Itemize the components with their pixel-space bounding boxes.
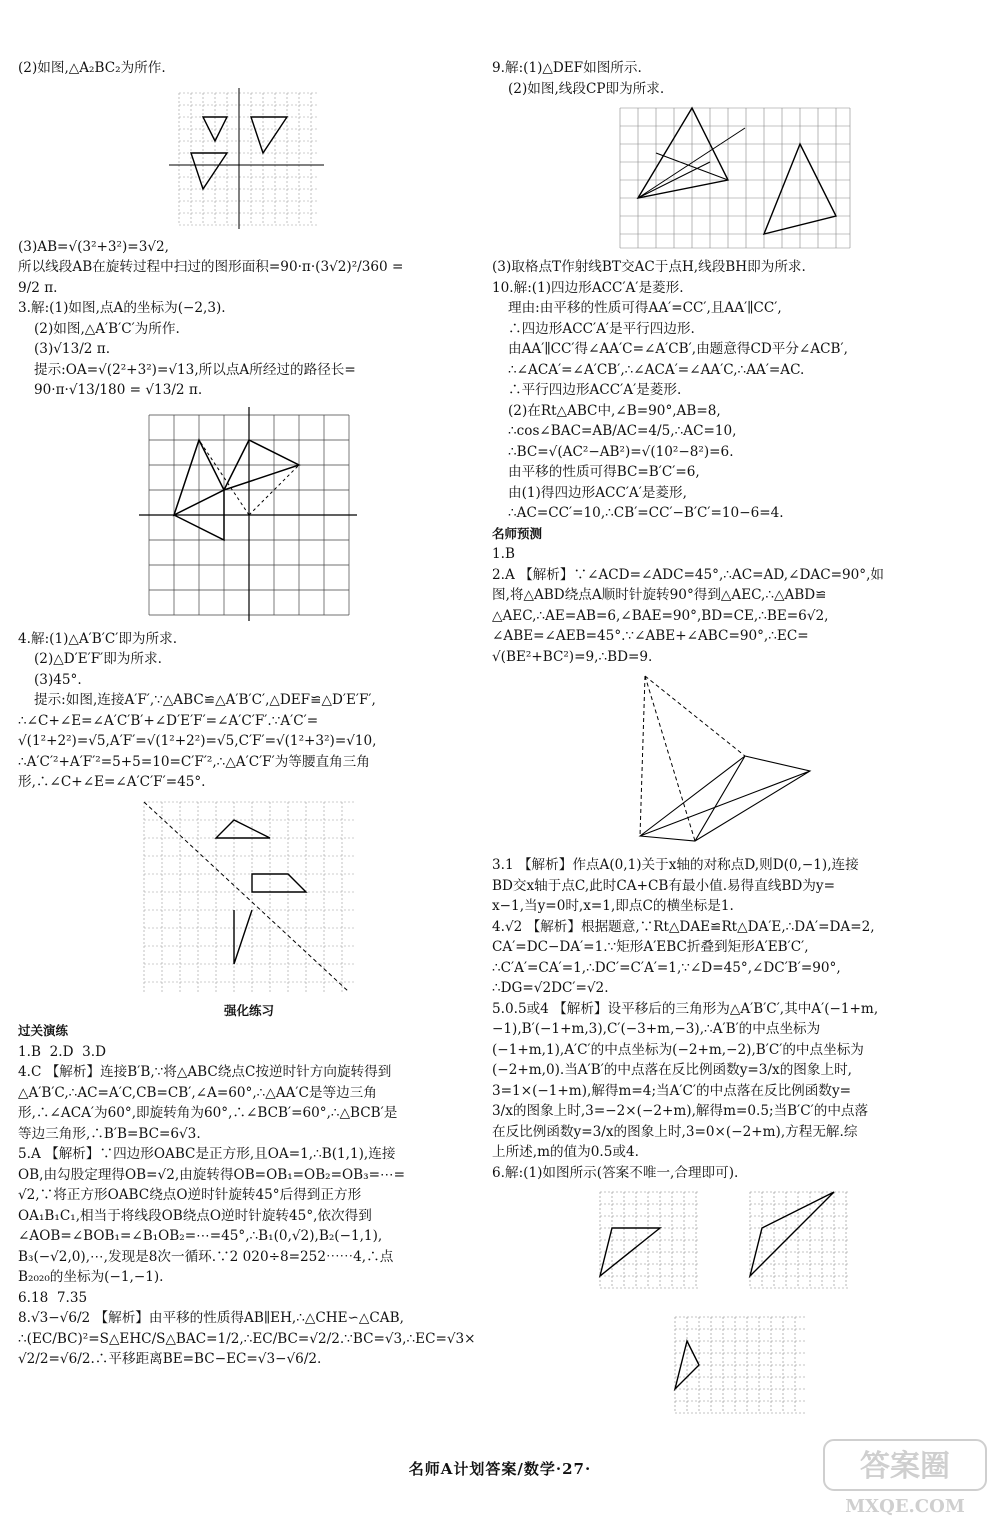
text-line: ∴C′A′=CA′=1,∴DC′=C′A′=1,∵∠D=45°,∠DC′B′=90°, <box>492 959 841 976</box>
text-line: −1),B′(−1+m,3),C′(−3+m,−3),∴A′B′的中点坐标为 <box>492 1021 821 1037</box>
answer-line: B₂₀₂₀的坐标为(−1,−1). <box>18 1269 164 1285</box>
text-line: (−1+m,1),A′C′的中点坐标为(−2+m,−2),B′C′的中点坐标为 <box>492 1041 864 1058</box>
text-line: 所以线段AB在旋转过程中扫过的图形面积=90·π·(3√2)²/360 = <box>18 259 404 275</box>
text-line: x−1,当y=0时,x=1,即点C的横坐标是1. <box>492 898 734 914</box>
text-line: ∴A′C′²+A′F′²=5+5=10=C′F′²,∴△A′C′F′为等腰直角三角 <box>18 753 370 770</box>
text-line: (2)如图,△A₂BC₂为所作. <box>18 60 166 76</box>
text-line: 3.解:(1)如图,点A的坐标为(−2,3). <box>18 300 226 316</box>
grid-figure-rotation <box>169 83 329 233</box>
text-line: 上所述,m的值为0.5或4. <box>492 1144 639 1160</box>
answer-line: 形,∴∠ACA′为60°,即旋转角为60°,∴∠BCB′=60°,∴△BCB′是 <box>18 1105 398 1121</box>
right-column <box>492 58 978 1421</box>
text-line: ∴平行四边形ACC′A′是菱形. <box>508 382 682 398</box>
answer-line: △A′B′C,∴AC=A′C,CB=CB′,∠A=60°,∴△AA′C是等边三角 <box>18 1084 377 1101</box>
text-line: (2)如图,△A′B′C′为所作. <box>34 320 180 337</box>
text-line: 3.1 【解析】作点A(0,1)关于x轴的对称点D,则D(0,−1),连接 <box>492 857 859 873</box>
answer-line: 1.B 2.D 3.D <box>18 1043 106 1060</box>
answer-line: OB,由勾股定理得OB=√2,由旋转得OB=OB₁=OB₂=OB₃=⋯= <box>18 1166 405 1183</box>
answer-line: 8.√3−√6/2 【解析】由平移的性质得AB∥EH,∴△CHE∽△CAB, <box>18 1310 404 1326</box>
text-line: 4.√2 【解析】根据题意,∵Rt△DAE≌Rt△DA′E,∴DA′=DA=2, <box>492 918 875 935</box>
text-line: (2)△D′E′F′即为所求. <box>34 651 162 667</box>
text-line: ∴AC=CC′=10,∴CB′=CC′−B′C′=10−6=4. <box>508 505 784 521</box>
watermark-logo <box>820 1436 990 1518</box>
text-line: (3)AB=√(3²+3²)=3√2, <box>18 238 169 255</box>
text-line: 在反比例函数y=3/x的图象上时,3=0×(−2+m),方程无解.综 <box>492 1123 858 1140</box>
text-line: 由AA′∥CC′得∠AA′C=∠A′CB′,由题意得CD平分∠ACB′, <box>508 341 848 357</box>
text-line: 1.B <box>492 546 515 562</box>
page-footer: 名师A计划答案/数学·27· <box>408 1460 592 1478</box>
watermark-text-bottom: MXQE.COM <box>845 1496 965 1517</box>
answer-line: 等边三角形,∴B′B=BC=6√3. <box>18 1125 201 1142</box>
text-line: △AEC,∴AE=AB=6,∠BAE=90°,BD=CE,∴BE=6√2, <box>492 607 829 624</box>
text-line: 由(1)得四边形ACC′A′是菱形, <box>508 484 687 501</box>
subsection-title: 名师预测 <box>492 525 543 541</box>
text-line: 理由:由平移的性质可得AA′=CC′,且AA′∥CC′, <box>508 300 782 316</box>
text-line: (−2+m,0).当A′B′的中点落在反比例函数y=3/x的图象上时, <box>492 1062 852 1078</box>
text-line: CA′=DC−DA′=1.∵矩形A′EBC折叠到矩形A′EB′C′, <box>492 939 809 955</box>
answer-line: ∴(EC/BC)²=S△EHC/S△BAC=1/2,∴EC/BC=√2/2.∵BC=√3,∴EC=√3× <box>18 1330 476 1347</box>
text-line: 90·π·√13/180 = √13/2 π. <box>34 382 203 398</box>
text-line: √(BE²+BC²)=9,∴BD=9. <box>492 648 653 665</box>
text-line: (3)√13/2 π. <box>34 341 111 357</box>
text-line: 9.解:(1)△DEF如图所示. <box>492 60 642 76</box>
text-line: (3)45°. <box>34 671 82 688</box>
text-line: (2)在Rt△ABC中,∠B=90°,AB=8, <box>508 402 721 419</box>
text-line: 提示:OA=√(2²+3²)=√13,所以点A所经过的路径长= <box>34 361 356 378</box>
text-line: (3)取格点T作射线BT交AC于点H,线段BH即为所求. <box>492 259 806 275</box>
watermark-text-top: 答案圈 <box>860 1449 950 1484</box>
text-line: 5.0.5或4 【解析】设平移后的三角形为△A′B′C′,其中A′(−1+m, <box>492 1000 879 1017</box>
answer-line: 4.C 【解析】连接B′B,∵将△ABC绕点C按逆时针方向旋转得到 <box>18 1064 392 1080</box>
text-line: ∴四边形ACC′A′是平行四边形. <box>508 320 695 337</box>
text-line: (2)如图,线段CP即为所求. <box>508 80 665 97</box>
text-line: ∴∠C+∠E=∠A′C′B′+∠D′E′F′=∠A′C′F′.∵A′C′= <box>18 712 319 729</box>
answer-line: ∠AOB=∠BOB₁=∠B₁OB₂=⋯=45°,∴B₁(0,√2),B₂(−1,1), <box>18 1228 383 1244</box>
text-line: 9/2 π. <box>18 279 58 296</box>
text-line: 4.解:(1)△A′B′C′即为所求. <box>18 630 178 647</box>
answer-line: 6.18 7.35 <box>18 1289 88 1306</box>
text-line: 图,将△ABD绕点A顺时针旋转90°得到△AEC,∴△ABD≌ <box>492 587 827 603</box>
text-line: ∴BC=√(AC²−AB²)=√(10²−8²)=6. <box>508 443 734 460</box>
text-line: 3/x的图象上时,3=−2×(−2+m),解得m=0.5;当B′C′的中点落 <box>492 1103 869 1119</box>
text-line: ∴cos∠BAC=AB/AC=4/5,∴AC=10, <box>508 423 737 439</box>
subsection-title: 过关演练 <box>18 1023 69 1038</box>
text-line: 3=1×(−1+m),解得m=4;当A′C′的中点落在反比例函数y= <box>492 1082 852 1099</box>
grid-figure-q4 <box>139 797 359 997</box>
answer-line: OA₁B₁C₁,相当于将线段OB绕点O逆时针旋转45°,依次得到 <box>18 1207 372 1224</box>
text-line: 由平移的性质可得BC=B′C′=6, <box>508 464 700 480</box>
text-line: 10.解:(1)四边形ACC′A′是菱形. <box>492 279 684 296</box>
answer-line: 5.A 【解析】∵四边形OABC是正方形,且OA=1,∴B(1,1),连接 <box>18 1146 396 1162</box>
grid-figure-q9 <box>615 103 855 253</box>
text-line: 2.A 【解析】∵∠ACD=∠ADC=45°,∴AC=AD,∠DAC=90°,如 <box>492 566 885 583</box>
text-line: 提示:如图,连接A′F′,∵△ABC≌△A′B′C′,△DEF≌△D′E′F′, <box>34 692 376 708</box>
grid-figure-q3 <box>139 405 359 625</box>
text-line: 6.解:(1)如图所示(答案不唯一,合理即可). <box>492 1164 739 1181</box>
text-line: BD交x轴于点C,此时CA+CB有最小值.易得直线BD为y= <box>492 877 835 894</box>
text-line: ∴DG=√2DC′=√2. <box>492 980 609 996</box>
text-line: √(1²+2²)=√5,A′F′=√(1²+2²)=√5,C′F′=√(1²+3²)=√10, <box>18 733 377 749</box>
section-title: 强化练习 <box>223 1002 274 1018</box>
answer-line: B₃(−√2,0),⋯,发现是8次一循环.∵2 020÷8=252⋯⋯4,∴点 <box>18 1248 394 1265</box>
grid-figures-q6 <box>595 1187 875 1417</box>
text-line: 形,∴∠C+∠E=∠A′C′F′=45°. <box>18 774 206 790</box>
text-line: ∠ABE=∠AEB=45°.∵∠ABE+∠ABC=90°,∴EC= <box>492 628 809 644</box>
answer-line: √2/2=√6/2.∴平移距离BE=BC−EC=√3−√6/2. <box>18 1351 322 1367</box>
left-column <box>18 58 480 1370</box>
answer-line: √2,∵将正方形OABC绕点O逆时针旋转45°后得到正方形 <box>18 1187 362 1203</box>
geometry-figure-q2 <box>625 671 845 851</box>
text-line: ∴∠ACA′=∠A′CB′,∴∠ACA′=∠AA′C,∴AA′=AC. <box>508 361 805 378</box>
